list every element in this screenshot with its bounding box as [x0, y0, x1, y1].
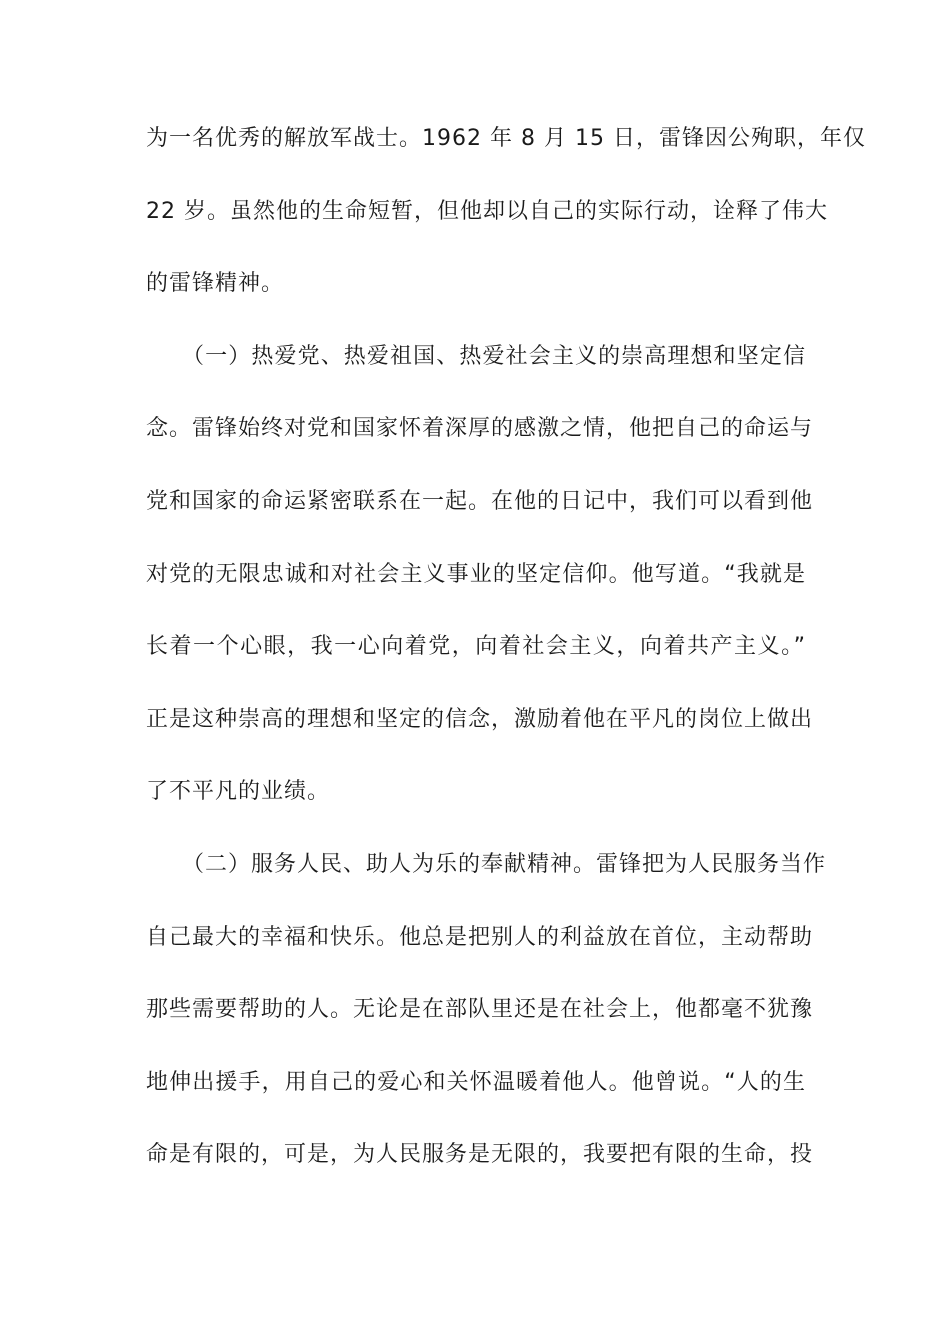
- text-line: 的雷锋精神。: [146, 271, 285, 297]
- text-line: 那些需要帮助的人。无论是在部队里还是在社会上，他都毫不犹豫: [146, 997, 814, 1023]
- text-line: 长着一个心眼，我一心向着党，向着社会主义，向着共产主义。”: [146, 634, 806, 660]
- text-line: 自己最大的幸福和快乐。他总是把别人的利益放在首位，主动帮助: [146, 924, 814, 950]
- body-text: [146, 114, 866, 1203]
- text-line: 22 岁。虽然他的生命短暂，但他却以自己的实际行动，诠释了伟大: [146, 198, 828, 224]
- text-line: 了不平凡的业绩。: [146, 779, 331, 805]
- text-line: 对党的无限忠诚和对社会主义事业的坚定信仰。他写道。“我就是: [146, 561, 806, 587]
- text-line: 党和国家的命运紧密联系在一起。在他的日记中，我们可以看到他: [146, 488, 814, 514]
- text-line: 正是这种崇高的理想和坚定的信念，激励着他在平凡的岗位上做出: [146, 706, 814, 732]
- text-line: 地伸出援手，用自己的爱心和关怀温暖着他人。他曾说。“人的生: [146, 1069, 806, 1095]
- text-line: 念。雷锋始终对党和国家怀着深厚的感激之情，他把自己的命运与: [146, 416, 814, 442]
- section-heading-line: （二）服务人民、助人为乐的奉献精神。雷锋把为人民服务当作: [182, 851, 827, 877]
- text-line: 命是有限的，可是，为人民服务是无限的，我要把有限的生命，投: [146, 1142, 814, 1168]
- text-line: 为一名优秀的解放军战士。1962 年 8 月 15 日，雷锋因公殉职，年仅: [146, 126, 866, 151]
- section-heading-line: （一）热爱党、热爱祖国、热爱社会主义的崇高理想和坚定信: [182, 343, 806, 369]
